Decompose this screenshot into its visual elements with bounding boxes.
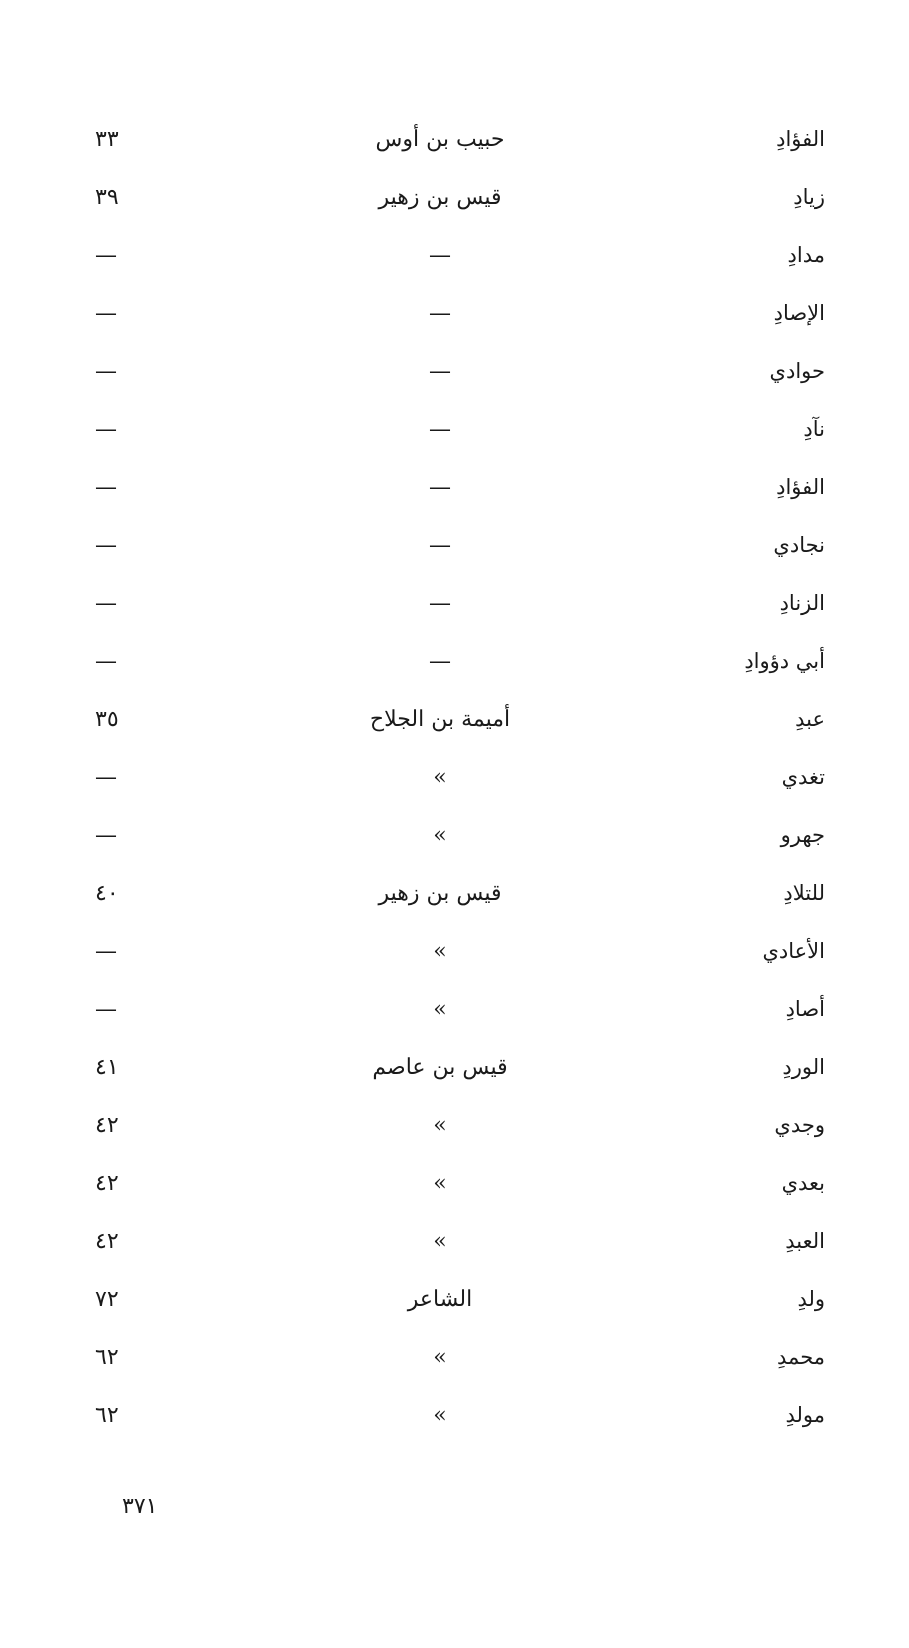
page-ref: —: [95, 532, 117, 558]
page-ref: ٣٥: [95, 706, 119, 732]
rhyme-word: زيادِ: [793, 185, 825, 209]
rhyme-word: تغدي: [781, 765, 825, 789]
rhyme-word: أصادِ: [785, 997, 825, 1021]
rhyme-word: مدادِ: [787, 243, 825, 267]
page-ref: ٣٩: [95, 184, 119, 210]
poet-name: —: [429, 416, 451, 442]
poet-name: قيس بن عاصم: [372, 1054, 508, 1080]
poet-name: الشاعر: [407, 1286, 473, 1312]
rhyme-word: للتلادِ: [783, 881, 825, 905]
page-ref: ٦٢: [95, 1344, 119, 1370]
poet-name: »: [433, 1228, 447, 1254]
poet-name: »: [433, 938, 447, 964]
page-ref: ٦٢: [95, 1402, 119, 1428]
poet-name: »: [433, 822, 447, 848]
poet-name: قيس بن زهير: [378, 184, 502, 210]
rhyme-word: الفؤادِ: [776, 127, 825, 151]
table-row: [95, 632, 825, 690]
rhyme-word: الوردِ: [782, 1055, 825, 1079]
page-ref: ٤٢: [95, 1112, 119, 1138]
page-ref: —: [95, 996, 117, 1022]
table-row: [95, 110, 825, 168]
page-ref: —: [95, 590, 117, 616]
rhyme-word: حوادي: [769, 359, 825, 383]
table-row: [95, 168, 825, 226]
page-ref: —: [95, 938, 117, 964]
table-row: [95, 342, 825, 400]
table-row: [95, 458, 825, 516]
rhyme-word: نآدِ: [803, 417, 825, 441]
poet-name: —: [429, 474, 451, 500]
page-number: ٣٧١: [122, 1494, 158, 1519]
rhyme-word: محمدِ: [777, 1345, 825, 1369]
page-ref: ٤٠: [95, 880, 119, 906]
table-row: [95, 1038, 825, 1096]
poet-name: حبيب بن أوس: [375, 126, 505, 152]
table-row: [95, 690, 825, 748]
rhyme-word: مولدِ: [785, 1403, 825, 1427]
rhyme-word: أبي دؤوادِ: [744, 649, 825, 673]
rhyme-word: الفؤادِ: [776, 475, 825, 499]
table-row: [95, 1328, 825, 1386]
page-ref: ٣٣: [95, 126, 119, 152]
poet-name: —: [429, 358, 451, 384]
table-row: [95, 574, 825, 632]
rhyme-word: الزنادِ: [779, 591, 825, 615]
table-row: [95, 1212, 825, 1270]
rhyme-word: عبدِ: [795, 707, 825, 731]
rhyme-word: بعدي: [781, 1171, 825, 1195]
page-ref: —: [95, 358, 117, 384]
rhyme-word: وجدي: [774, 1113, 825, 1137]
page-ref: ٤٢: [95, 1170, 119, 1196]
page-ref: ٤١: [95, 1054, 119, 1080]
rhyme-index-table: [95, 110, 825, 1444]
rhyme-word: ولدِ: [797, 1287, 825, 1311]
table-row: [95, 748, 825, 806]
poet-name: أميمة بن الجلاح: [369, 706, 511, 732]
poet-name: »: [433, 1344, 447, 1370]
poet-name: —: [429, 242, 451, 268]
poet-name: —: [429, 532, 451, 558]
table-row: [95, 516, 825, 574]
page-ref: —: [95, 300, 117, 326]
page-ref: ٧٢: [95, 1286, 119, 1312]
table-row: [95, 400, 825, 458]
page-ref: —: [95, 474, 117, 500]
poet-name: »: [433, 996, 447, 1022]
rhyme-word: الأعادي: [762, 939, 825, 963]
table-row: [95, 980, 825, 1038]
table-row: [95, 1154, 825, 1212]
page-ref: —: [95, 648, 117, 674]
poet-name: »: [433, 764, 447, 790]
rhyme-word: جهرو: [780, 823, 825, 847]
poet-name: —: [429, 590, 451, 616]
rhyme-word: الإصادِ: [773, 301, 825, 325]
poet-name: قيس بن زهير: [378, 880, 502, 906]
page-ref: —: [95, 822, 117, 848]
poet-name: »: [433, 1112, 447, 1138]
table-row: [95, 922, 825, 980]
page-ref: —: [95, 764, 117, 790]
index-table-body: [95, 110, 825, 1444]
page-ref: —: [95, 242, 117, 268]
rhyme-word: العبدِ: [785, 1229, 825, 1253]
table-row: [95, 226, 825, 284]
table-row: [95, 806, 825, 864]
page-ref: —: [95, 416, 117, 442]
poet-name: —: [429, 300, 451, 326]
poet-name: »: [433, 1170, 447, 1196]
poet-name: »: [433, 1402, 447, 1428]
table-row: [95, 864, 825, 922]
table-row: [95, 284, 825, 342]
table-row: [95, 1386, 825, 1444]
poet-name: —: [429, 648, 451, 674]
table-row: [95, 1270, 825, 1328]
rhyme-word: نجادي: [773, 533, 825, 557]
page-ref: ٤٢: [95, 1228, 119, 1254]
table-row: [95, 1096, 825, 1154]
